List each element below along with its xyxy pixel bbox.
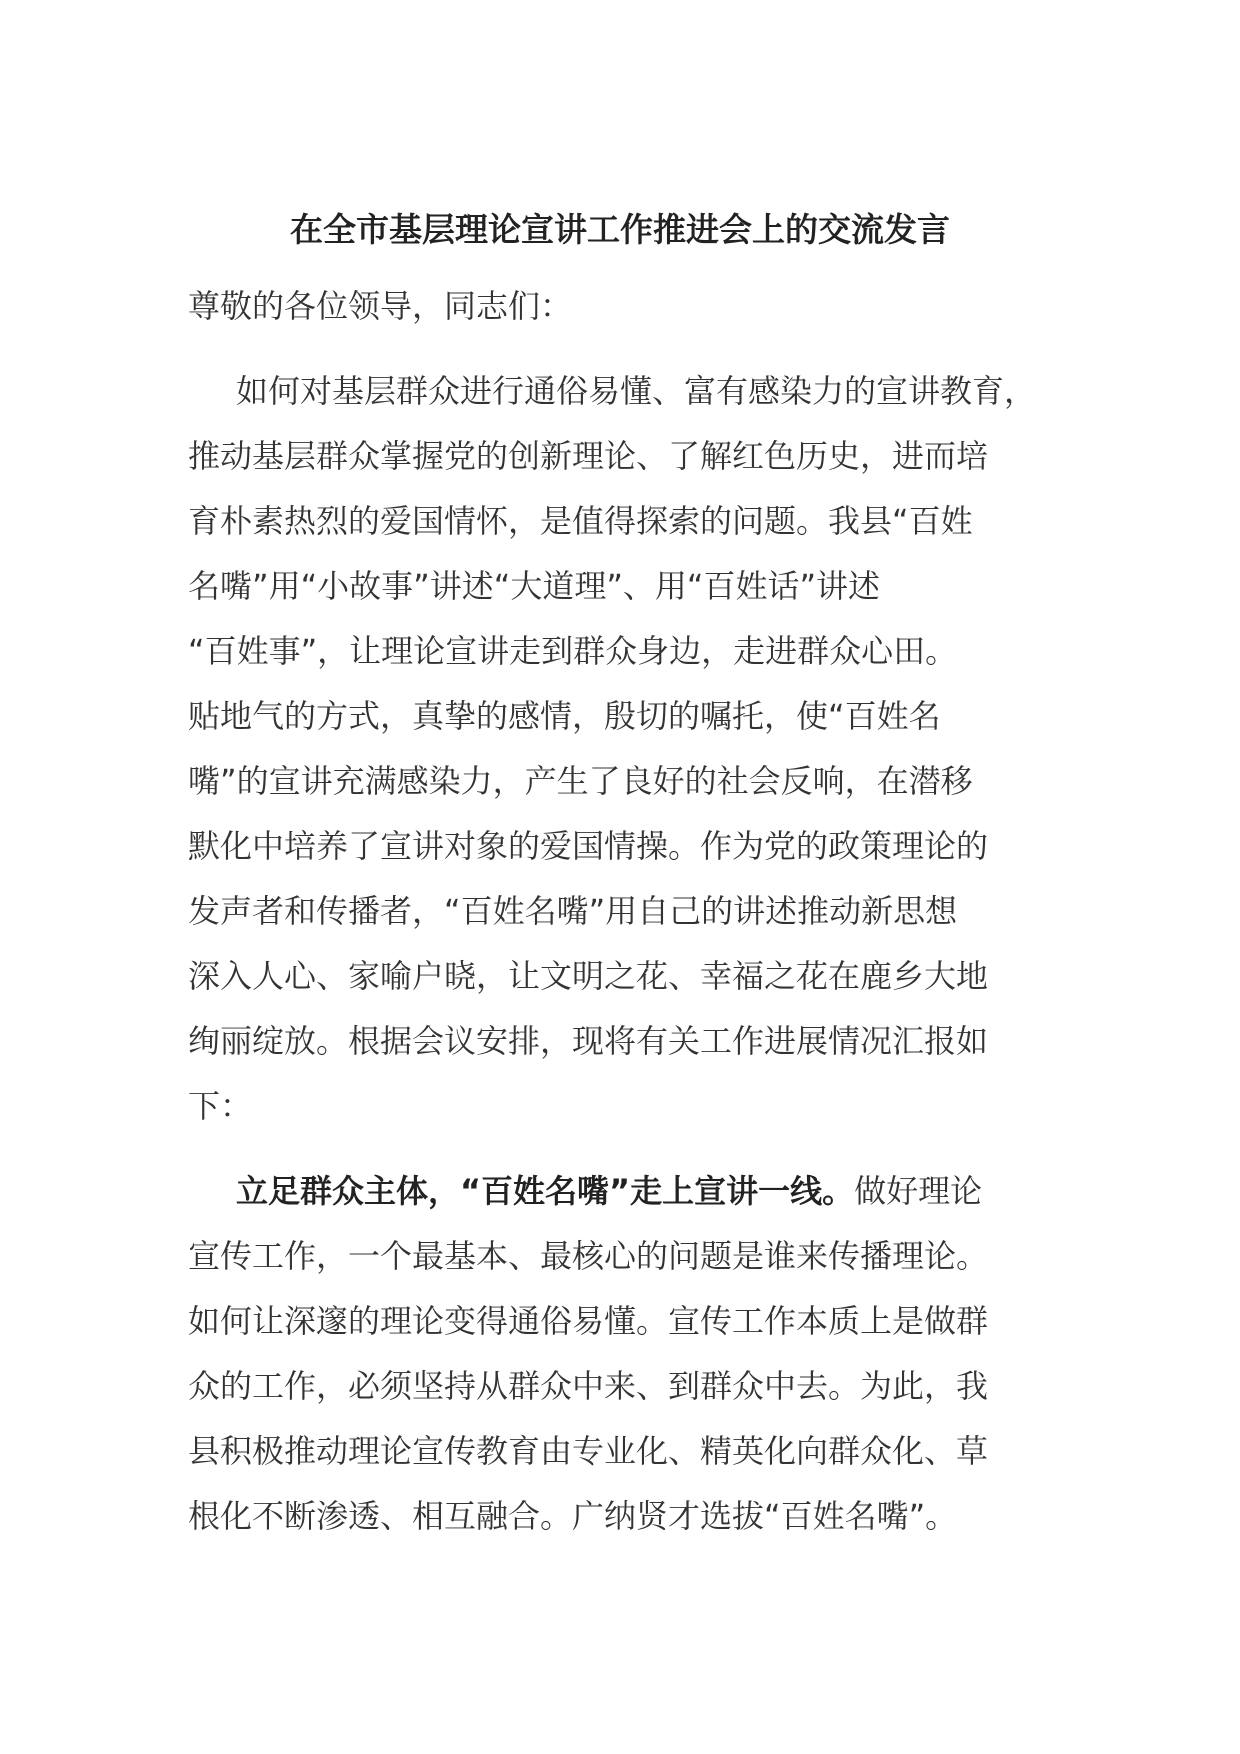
paragraph-1-line: “百姓事”，让理论宣讲走到群众身边，走进群众心田。 [188,632,958,670]
paragraph-1-line: 贴地气的方式，真挚的感情，殷切的嘱托，使“百姓名 [188,697,941,735]
paragraph-2-line: 县积极推动理论宣传教育由专业化、精英化向群众化、草 [188,1432,989,1470]
paragraph-1-line: 绚丽绽放。根据会议安排，现将有关工作进展情况汇报如 [188,1022,989,1060]
paragraph-2-line: 如何让深邃的理论变得通俗易懂。宣传工作本质上是做群 [188,1302,989,1340]
paragraph-2-line: 众的工作，必须坚持从群众中来、到群众中去。为此，我 [188,1367,989,1405]
paragraph-1-line: 下： [188,1087,253,1125]
paragraph-1-line: 育朴素热烈的爱国情怀，是值得探索的问题。我县“百姓 [188,502,973,540]
paragraph-1-line: 发声者和传播者，“百姓名嘴”用自己的讲述推动新思想 [188,892,958,930]
paragraph-2-line: 宣传工作，一个最基本、最核心的问题是谁来传播理论。 [188,1237,989,1275]
paragraph-1-line: 如何对基层群众进行通俗易懂、富有感染力的宣讲教育， [236,372,1037,410]
paragraph-2-first-line [236,1167,982,1215]
paragraph-1-line: 默化中培养了宣讲对象的爱国情操。作为党的政策理论的 [188,827,989,865]
paragraph-2-line: 根化不断渗透、相互融合。广纳贤才选拔“百姓名嘴”。 [188,1497,958,1535]
document-title: 在全市基层理论宣讲工作推进会上的交流发言 [290,210,950,249]
paragraph-2-first-line-rest: 做好理论 [854,1172,983,1210]
paragraph-1-line: 嘴”的宣讲充满感染力，产生了良好的社会反响，在潜移 [188,762,973,800]
paragraph-1-line: 推动基层群众掌握党的创新理论、了解红色历史，进而培 [188,437,989,475]
paragraph-1-line: 深入人心、家喻户晓，让文明之花、幸福之花在鹿乡大地 [188,957,989,995]
paragraph-1-line: 名嘴”用“小故事”讲述“大道理”、用“百姓话”讲述 [188,567,881,605]
paragraph-2-heading: 立足群众主体，“百姓名嘴”走上宣讲一线。 [236,1172,855,1210]
salutation: 尊敬的各位领导，同志们： [188,287,573,325]
